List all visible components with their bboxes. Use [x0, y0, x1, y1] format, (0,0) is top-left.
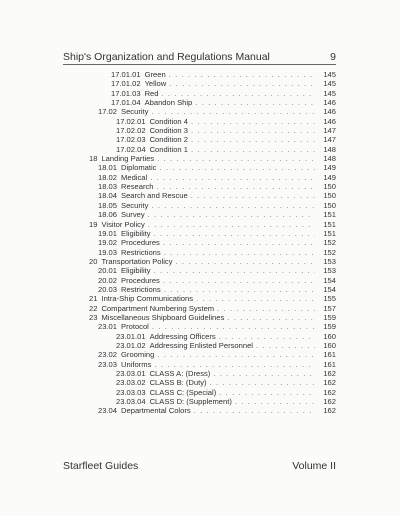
toc-entry [86, 276, 336, 285]
toc-dot-leader [148, 220, 315, 229]
toc-entry [86, 117, 336, 126]
toc-dot-leader [164, 285, 315, 294]
toc-entry-page: 145 [323, 70, 336, 79]
toc-entry [86, 369, 336, 378]
toc-entry-title: Security [121, 107, 149, 117]
toc-entry-title: Procedures [121, 275, 160, 285]
toc-entry-page: 151 [323, 228, 336, 238]
toc-entry-title: Condition 4 [149, 116, 188, 126]
toc-entry [86, 266, 336, 275]
toc-entry-title: Green [144, 70, 166, 79]
toc-dot-leader [154, 360, 315, 369]
toc-entry-page: 145 [323, 79, 336, 89]
toc-entry [86, 135, 336, 144]
toc-entry-page: 161 [323, 359, 336, 369]
toc-dot-leader [163, 276, 315, 285]
toc-entry-number: 17.02.01 [116, 116, 146, 126]
toc-entry-page: 150 [323, 182, 336, 192]
toc-entry-title: Yellow [144, 79, 167, 89]
toc-entry-number: 18.01 [98, 163, 118, 173]
toc-entry [86, 229, 336, 238]
toc-entry-title: Search and Rescue [121, 191, 188, 201]
toc-entry-number: 23.03 [98, 359, 118, 369]
toc-entry-page: 145 [323, 88, 336, 98]
toc-entry-number: 18.03 [98, 182, 118, 192]
toc-entry-page: 147 [323, 126, 336, 136]
toc-entry [86, 79, 336, 88]
toc-entry [86, 304, 336, 313]
toc-entry-number: 17.01.03 [111, 88, 141, 98]
toc-entry [86, 285, 336, 294]
toc-entry-title: CLASS B: (Duty) [149, 378, 207, 388]
toc-entry-title: Restrictions [121, 247, 161, 257]
toc-entry-number: 17.02 [98, 107, 118, 117]
toc-dot-leader [151, 201, 315, 210]
toc-entry-number: 23.02 [98, 350, 118, 360]
toc-entry [86, 332, 336, 341]
toc-dot-leader [157, 182, 315, 191]
toc-dot-leader [235, 397, 315, 406]
toc-entry-number: 23.03.02 [116, 378, 146, 388]
toc-entry-page: 159 [323, 312, 336, 322]
header-divider [63, 64, 336, 65]
toc-entry-page: 159 [323, 322, 336, 332]
toc-entry-number: 20.03 [98, 284, 118, 294]
toc-dot-leader [152, 322, 315, 331]
toc-entry-number: 23.04 [98, 406, 118, 416]
toc-entry-number: 17.01.01 [111, 70, 141, 79]
toc-entry [86, 201, 336, 210]
toc-entry [86, 163, 336, 172]
toc-entry-title: Visitor Policy [101, 219, 145, 229]
toc-entry-title: Security [121, 200, 149, 210]
toc-dot-leader [154, 229, 315, 238]
toc-entry-title: CLASS D: (Supplement) [149, 397, 232, 407]
toc-entry-number: 17.01.04 [111, 98, 141, 108]
toc-entry-page: 152 [323, 238, 336, 248]
toc-entry-page: 152 [323, 247, 336, 257]
toc-entry-number: 18.04 [98, 191, 118, 201]
toc-entry-page: 150 [323, 191, 336, 201]
toc-entry-page: 148 [323, 154, 336, 164]
toc-entry [86, 341, 336, 350]
toc-entry-page: 147 [323, 135, 336, 145]
toc-dot-leader [210, 378, 315, 387]
toc-dot-leader [195, 98, 315, 107]
toc-entry-page: 146 [323, 116, 336, 126]
toc-entry-title: Red [144, 88, 159, 98]
toc-entry-page: 154 [323, 284, 336, 294]
toc-entry [86, 210, 336, 219]
toc-entry-page: 151 [323, 210, 336, 220]
toc-entry-number: 23.01.01 [116, 331, 146, 341]
toc-dot-leader [169, 79, 315, 88]
toc-entry-number: 18.06 [98, 210, 118, 220]
toc-entry [86, 126, 336, 135]
toc-entry [86, 406, 336, 415]
toc-entry-page: 161 [323, 350, 336, 360]
toc-entry-number: 23.03.04 [116, 397, 146, 407]
toc-entry-title: Diplomatic [121, 163, 157, 173]
toc-dot-leader [219, 332, 315, 341]
toc-entry-title: Medical [121, 172, 148, 182]
toc-entry-title: Landing Parties [101, 154, 155, 164]
toc-entry-number: 19.03 [98, 247, 118, 257]
toc-dot-leader [151, 107, 315, 116]
toc-entry-title: Miscellaneous Shipboard Guidelines [101, 312, 225, 322]
toc-dot-leader [227, 313, 315, 322]
toc-dot-leader [169, 70, 315, 79]
toc-entry [86, 397, 336, 406]
toc-entry-number: 23.01 [98, 322, 118, 332]
footer-volume: Volume II [292, 460, 336, 472]
toc-entry-page: 157 [323, 303, 336, 313]
toc-dot-leader [176, 257, 316, 266]
toc-entry-title: Protocol [121, 322, 149, 332]
toc-entry-number: 22 [89, 303, 98, 313]
toc-entry-number: 21 [89, 294, 98, 304]
toc-entry-number: 20.01 [98, 266, 118, 276]
toc-entry-title: Transportation Policy [101, 256, 173, 266]
toc-entry [86, 294, 336, 303]
toc-entry-page: 153 [323, 256, 336, 266]
toc-entry [86, 182, 336, 191]
toc-entry-page: 149 [323, 163, 336, 173]
toc-dot-leader [157, 154, 315, 163]
toc-entry [86, 360, 336, 369]
toc-entry [86, 107, 336, 116]
toc-entry-page: 162 [323, 406, 336, 416]
toc-entry [86, 248, 336, 257]
footer-series: Starfleet Guides [63, 460, 139, 472]
toc-dot-leader [213, 369, 315, 378]
toc-entry [86, 378, 336, 387]
toc-entry [86, 98, 336, 107]
toc-entry-title: Condition 3 [149, 126, 188, 136]
toc-dot-leader [191, 145, 315, 154]
toc-entry-title: Procedures [121, 238, 160, 248]
toc-dot-leader [191, 191, 315, 200]
toc-entry-page: 162 [323, 369, 336, 378]
page-number: 9 [330, 51, 336, 63]
toc-entry-title: CLASS A: (Dress) [149, 369, 211, 378]
toc-entry-title: Addressing Enlisted Personnel [149, 340, 253, 350]
toc-entry-page: 153 [323, 266, 336, 276]
table-of-contents [86, 70, 336, 416]
toc-entry-page: 148 [323, 144, 336, 154]
toc-entry-number: 17.02.02 [116, 126, 146, 136]
toc-entry-page: 160 [323, 340, 336, 350]
toc-dot-leader [163, 238, 315, 247]
toc-entry [86, 173, 336, 182]
toc-entry-title: Restrictions [121, 284, 161, 294]
toc-entry-title: Condition 2 [149, 135, 188, 145]
toc-entry [86, 322, 336, 331]
toc-entry [86, 388, 336, 397]
toc-entry-number: 23.03.01 [116, 369, 146, 378]
toc-entry-number: 18.02 [98, 172, 118, 182]
toc-entry-number: 19.02 [98, 238, 118, 248]
toc-dot-leader [194, 406, 315, 415]
toc-dot-leader [191, 126, 315, 135]
toc-entry [86, 89, 336, 98]
page-header [63, 45, 336, 63]
toc-entry-page: 162 [323, 397, 336, 407]
toc-dot-leader [150, 173, 315, 182]
toc-entry-number: 17.02.03 [116, 135, 146, 145]
toc-entry [86, 238, 336, 247]
toc-entry-title: Abandon Ship [144, 98, 193, 108]
toc-dot-leader [219, 388, 315, 397]
toc-entry-page: 150 [323, 200, 336, 210]
toc-dot-leader [162, 89, 316, 98]
toc-entry-number: 18.05 [98, 200, 118, 210]
toc-entry-number: 20.02 [98, 275, 118, 285]
toc-dot-leader [191, 117, 315, 126]
toc-entry [86, 70, 336, 79]
toc-entry-title: Departmental Colors [121, 406, 191, 416]
toc-entry [86, 313, 336, 322]
toc-entry-title: Condition 1 [149, 144, 188, 154]
toc-entry-page: 146 [323, 107, 336, 117]
toc-entry-title: Grooming [121, 350, 155, 360]
toc-entry-number: 18 [89, 154, 98, 164]
toc-dot-leader [159, 163, 315, 172]
toc-entry-number: 19.01 [98, 228, 118, 238]
toc-dot-leader [191, 135, 315, 144]
toc-entry-number: 19 [89, 219, 98, 229]
toc-entry-title: Uniforms [121, 359, 152, 369]
toc-entry [86, 257, 336, 266]
toc-entry-number: 20 [89, 256, 98, 266]
toc-entry [86, 145, 336, 154]
toc-entry-page: 162 [323, 378, 336, 388]
toc-entry-number: 17.01.02 [111, 79, 141, 89]
toc-dot-leader [164, 248, 315, 257]
page-footer [63, 460, 336, 472]
toc-entry [86, 154, 336, 163]
toc-entry-number: 23 [89, 312, 98, 322]
toc-entry-page: 146 [323, 98, 336, 108]
toc-entry-page: 154 [323, 275, 336, 285]
toc-entry-number: 17.02.04 [116, 144, 146, 154]
toc-entry-title: Research [121, 182, 154, 192]
toc-entry-title: Compartment Numbering System [101, 303, 215, 313]
toc-entry-number: 23.03.03 [116, 387, 146, 397]
toc-dot-leader [154, 266, 315, 275]
toc-dot-leader [196, 294, 315, 303]
toc-entry [86, 220, 336, 229]
toc-entry-title: Eligibility [121, 228, 151, 238]
toc-dot-leader [148, 210, 315, 219]
toc-entry-title: Addressing Officers [149, 331, 216, 341]
toc-dot-leader [157, 350, 315, 359]
toc-entry-page: 162 [323, 387, 336, 397]
toc-entry-number: 23.01.02 [116, 340, 146, 350]
toc-entry-page: 149 [323, 172, 336, 182]
toc-entry-title: Intra-Ship Communications [101, 294, 194, 304]
toc-entry-title: Survey [121, 210, 145, 220]
toc-entry [86, 350, 336, 359]
toc-dot-leader [256, 341, 315, 350]
toc-entry-page: 151 [323, 219, 336, 229]
toc-entry-page: 155 [323, 294, 336, 304]
toc-entry-title: CLASS C: (Special) [149, 387, 217, 397]
toc-entry-page: 160 [323, 331, 336, 341]
toc-entry-title: Eligibility [121, 266, 151, 276]
document-title: Ship's Organization and Regulations Manual [63, 51, 270, 63]
toc-dot-leader [217, 304, 315, 313]
toc-entry [86, 191, 336, 200]
